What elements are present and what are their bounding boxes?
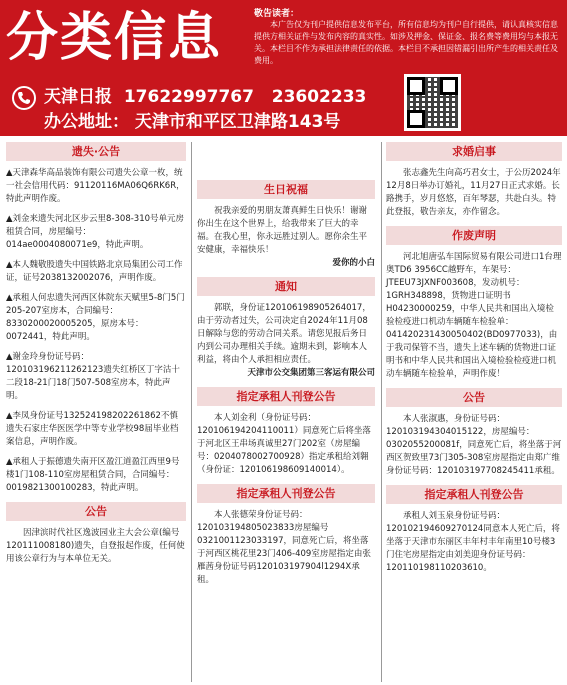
qr-code (404, 74, 461, 131)
void-text: 河北旭唐弘车国际贸易有限公司进口1台理奥TD6 3956CC越野车，车架号：JTEEU73JXNF003608，发动机号：1GRH348898，货物进口证明书H04230000259，中华人民共和国出入境检验检疫进口机动车辆随车检验单：041420231430050402(BD0977033)，由于我司保管不当，遗失上述车辆的货物进口证明书和中华人民共和国出入境检验检疫进口机动车辆随车检验单，声明作废！ (386, 252, 562, 379)
section-title-marriage: 求婚启事 (386, 142, 562, 161)
list-item: ▲天津森华高品装饰有限公司遗失公章一枚，统一社会信用代码：91120116MA06Q6RK6R，特此声明作废。 (6, 168, 185, 204)
list-item: ▲李凤身份证号132524198202261862不慎遗失石家庄华医医学中等专业学校98届毕业档案信息，声明作废。 (6, 411, 179, 447)
section-title-tenant-2: 指定承租人刊登公告 (197, 484, 375, 503)
section-title-tenant-1: 指定承租人刊登公告 (197, 387, 375, 406)
list-item: ▲承租人何忠遗失河西区体院东天赋里5-8门5门205-207室房本，合同编号：8330200020005205，原房本号：0072441，特此声明。 (6, 293, 185, 342)
list-item: ▲刘金来遗失河北区步云里8-308-310号单元房租赁合同，房屋编号：014ae0004080071e9，特此声明。 (6, 214, 185, 250)
section-title-notice: 通知 (197, 277, 375, 296)
list-item: ▲承租人于振德遗失南开区盈江道盈江西里9号楼1门108-110室房屋租赁合同，合同编号：0019821300100283，特此声明。 (6, 457, 180, 493)
phone-number-2: 23602233 (271, 87, 367, 107)
phone-label: 天津日报 (44, 87, 112, 107)
notice-title: 敬告读者： (254, 9, 300, 19)
marriage-text: 张志鑫先生向高巧君女士，于公历2024年12月8日举办订婚礼，11月27日正式求婚。长路携手，岁月悠悠，百年琴瑟，共赴白头。特此登报，敬告亲友，亦作留念。 (386, 168, 561, 217)
address-label: 办公地址： (44, 112, 129, 132)
section-title-tenant-3: 指定承租人刊登公告 (386, 485, 562, 504)
notice-signature: 天津市公交集团第三客运有限公司 (247, 368, 375, 378)
column-divider (381, 142, 382, 682)
list-item: ▲谢金玲身份证号码：120103196211262123遗失红桥区丁字沽十二段18-21门18门507-508室房本，特此声明。 (6, 352, 180, 401)
column-lost-notices (6, 142, 186, 573)
tenant-text-3: 承租人刘玉泉身份证号码：120102194609270124同意本人死亡后，将坐落于天津市东丽区丰年村丰年南里10号楼3门住宅房屋指定由刘美迎身份证号码：120110198110203610。 (386, 511, 560, 573)
section-title-announce: 公告 (6, 502, 186, 521)
notice-text: 郭联，身份证120106198905264017，由于劳动者过失，公司决定自2024年11月08日解除与您的劳动合同关系。请您见报后务日内到公司办理相关手续。逾期未到，影响本人利益，将由个人承担相应责任。 (197, 303, 371, 365)
birthday-signature: 爱你的小白 (332, 258, 375, 268)
tenant-text-2: 本人张德荣身份证号码：120103194805023833房屋编号0321001123033197，同意死亡后，将坐落于河西区桃花里23门406-409室房屋指定由张雁茜身份证号码120103197904l1294X承租。 (197, 510, 371, 585)
phone-number-1: 17622997767 (123, 87, 254, 107)
phone-icon (12, 86, 36, 110)
list-item: ▲本人魏敬股遗失中国铁路北京局集团公司工作证，证号2038132002076，声明作废。 (6, 260, 183, 283)
notice-body: 本广告仅为刊户提供信息发布平台，所有信息均为刊户自行提供，请认真核实信息提供方相关证件与发布内容的真实性。如涉及押金、保证金、报名费等费用均与本报无关。本栏目不作为承担法律责任的依据。本栏目不承担因错漏引出所产生的相关责任及费用。 (254, 20, 558, 65)
gonggao-text: 本人张淑惠，身份证号码：120103194304015122，房屋编号：0302055200081f，同意死亡后，将坐落于河西区贺致里73门305-308室房屋指定由郑广维身份证号码：120103197708245411承租。 (386, 414, 562, 476)
section-title-void: 作废声明 (386, 226, 562, 245)
tenant-text-1: 本人刘金利（身份证号码：120106194204110011）同意死亡后将坐落于河北区王串场真诚里27门202室（房屋编号：0204078002700928）指定承租给刘翱（身份证：120106198609140014）。 (197, 413, 371, 475)
section-title-lost: 遗失·公告 (6, 142, 186, 161)
column-middle (197, 180, 375, 594)
announce-text: 因津滨时代社区逸波园业主大会公章(编号120111008180)遗失，自登报起作废，任何使用该公章行为与本单位无关。 (6, 528, 185, 564)
page-title: 分类信息 (6, 8, 223, 68)
column-right (386, 142, 562, 582)
header-banner (0, 0, 567, 136)
address-line (44, 107, 340, 132)
section-title-birthday: 生日祝福 (197, 180, 375, 199)
birthday-text: 祝我亲爱的男朋友萧真鲜生日快乐！谢谢你出生在这个世界上，给我带来了巨大的幸福。在我心里，你永远胜过别人。愿你余生平安健康，幸福快乐！ (197, 206, 368, 255)
column-divider (191, 142, 192, 682)
address: 天津市和平区卫津路143号 (134, 112, 341, 132)
section-title-gonggao: 公告 (386, 388, 562, 407)
contact-line (44, 82, 366, 107)
